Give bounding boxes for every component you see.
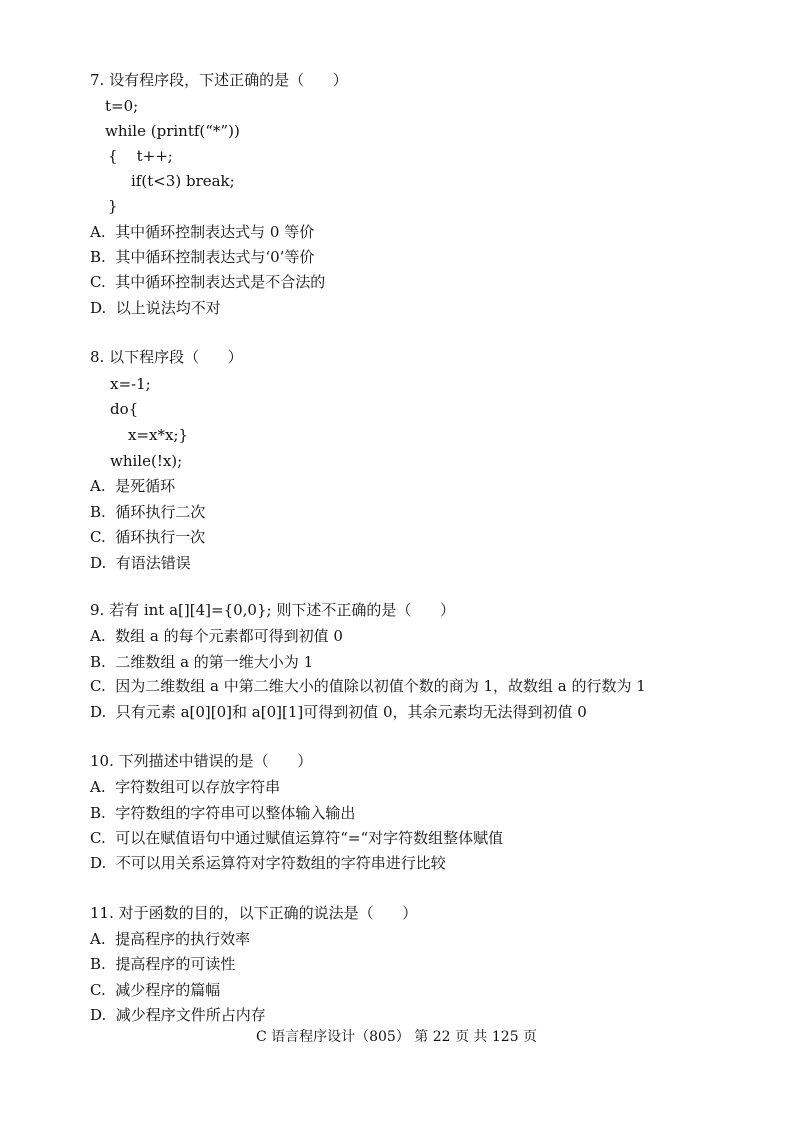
question-11-option-a: A. 提高程序的执行效率: [90, 930, 251, 948]
question-8-option-c: C. 循环执行一次: [90, 528, 206, 546]
question-8-code-line-3: x=x*x;}: [128, 426, 189, 444]
question-8-option-a: A. 是死循环: [90, 477, 176, 495]
question-7-option-b: B. 其中循环控制表达式与‘0’等价: [90, 248, 315, 266]
question-11-option-d: D. 减少程序文件所占内存: [90, 1006, 266, 1024]
question-7-code-line-2: while (printf(“*”)): [105, 122, 240, 140]
question-11-stem: 11. 对于函数的目的，以下正确的说法是（ ）: [90, 904, 418, 922]
question-8-option-d: D. 有语法错误: [90, 554, 191, 572]
question-9-option-a: A. 数组 a 的每个元素都可得到初值 0: [90, 627, 343, 645]
question-10-option-b: B. 字符数组的字符串可以整体输入输出: [90, 804, 356, 822]
question-10-option-c: C. 可以在赋值语句中通过赋值运算符“=“对字符数组整体赋值: [90, 829, 504, 847]
question-8-code-line-1: x=-1;: [110, 375, 151, 393]
question-7-option-a: A. 其中循环控制表达式与 0 等价: [90, 223, 315, 241]
question-7-code-line-5: }: [108, 197, 118, 215]
question-9-option-b: B. 二维数组 a 的第一维大小为 1: [90, 653, 314, 671]
question-8-code-line-2: do{: [110, 400, 139, 418]
question-7-option-d: D. 以上说法均不对: [90, 299, 221, 317]
question-7-option-c: C. 其中循环控制表达式是不合法的: [90, 273, 326, 291]
question-10-option-a: A. 字符数组可以存放字符串: [90, 778, 281, 796]
question-7-code-line-3: { t++;: [108, 147, 173, 165]
question-9-option-d: D. 只有元素 a[0][0]和 a[0][1]可得到初值 0，其余元素均无法得到初值 0: [90, 703, 587, 721]
question-8-option-b: B. 循环执行二次: [90, 503, 206, 521]
question-11-option-c: C. 减少程序的篇幅: [90, 981, 221, 999]
question-8-code-line-4: while(!x);: [110, 452, 183, 470]
page-footer: C 语言程序设计（805） 第 22 页 共 125 页: [255, 1029, 538, 1045]
question-9-stem: 9. 若有 int a[][4]={0,0}; 则下述不正确的是（ ）: [90, 601, 455, 619]
question-9-option-c: C. 因为二维数组 a 中第二维大小的值除以初值个数的商为 1，故数组 a 的行数为 1: [90, 677, 646, 695]
question-8-stem: 8. 以下程序段（ ）: [90, 348, 243, 366]
question-11-option-b: B. 提高程序的可读性: [90, 955, 236, 973]
question-7-code-line-4: if(t<3) break;: [131, 172, 235, 190]
question-10-stem: 10. 下列描述中错误的是（ ）: [90, 752, 313, 770]
question-7-code-line-1: t=0;: [105, 97, 139, 115]
question-10-option-d: D. 不可以用关系运算符对字符数组的字符串进行比较: [90, 854, 446, 872]
question-7-stem: 7. 设有程序段，下述正确的是（ ）: [90, 71, 348, 89]
